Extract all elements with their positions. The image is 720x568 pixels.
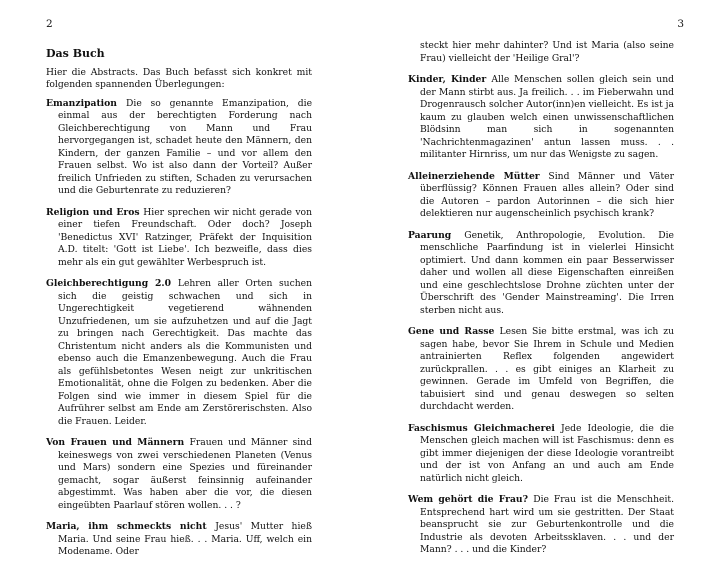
abstract-entry bbox=[46, 98, 312, 198]
continued-text: steckt hier mehr dahinter? Und ist Maria (also seine Frau) vielleicht der 'Heilige Gral'? bbox=[420, 40, 674, 64]
abstract-entry bbox=[408, 326, 674, 414]
entry-term: Kinder, Kinder bbox=[408, 74, 492, 85]
entry-text: Lehren aller Orten suchen sich die geistig schwachen und sich in Ungerechtigkeit vegetierend wähnenden Unzufriedenen, um sie aufzuhetzen und auf die Jagt zu bringen nach Gerechtigkeit. Das machte das Christentum nicht anders als die Kommunisten und ebenso auch die Emanzenbewegung. Auch die Frau als gefühlsbetontes Wesen neigt zur unkritischen Emotionalität, ohne die Folgen zu bedenken. Aber die Folgen sind wie immer in diesem Spiel für die Aufrührer selbst am Ende am Zerstörerischsten. Also die Frauen. Leider. bbox=[58, 278, 313, 427]
abstract-entry bbox=[46, 437, 312, 512]
right-column bbox=[408, 40, 674, 566]
page-number: 2 bbox=[46, 18, 53, 30]
abstract-entry bbox=[408, 230, 674, 318]
intro-paragraph: Hier die Abstracts. Das Buch befasst sich konkret mit folgenden spannenden Überlegungen: bbox=[46, 66, 312, 90]
section-title: Das Buch bbox=[46, 47, 105, 60]
entry-text: Alle Menschen sollen gleich sein und der Mann stirbt aus. Ja freilich. . . im Fieberwahn und Drogenrausch solcher Autor(inn)en vielleicht. Es ist ja kaum zu glauben welch einen unwissenschaftlichen Blödsinn man sich in sogenannten 'Nachrichtenmagazinen' antun lassen muss. . . militanter Hirnriss, um nur das Wenigste zu sagen. bbox=[420, 74, 674, 160]
entry-term: Paarung bbox=[408, 229, 465, 241]
left-page bbox=[0, 0, 360, 557]
entry-text: Frauen und Männer sind keineswegs von zwei verschiedenen Planeten (Venus und Mars) sondern eine Spezies und füreinander gemacht, sogar äußerst feinsinnig aufeinander abgestimmt. Was haben aber die vor, die diesen eingeübten Paarlauf stören wollen. . . ? bbox=[58, 437, 312, 511]
entry-term: Religion und Eros bbox=[46, 206, 144, 218]
right-page bbox=[360, 0, 720, 555]
entry-term: Emanzipation bbox=[46, 97, 127, 109]
entry-text: Sind Männer und Väter überflüssig? Können Frauen alles allein? Oder sind die Autoren – pardon Autorinnen – die sich hier delektieren nur augenscheinlich psychisch krank? bbox=[420, 170, 674, 219]
entry-term: Von Frauen und Männern bbox=[46, 437, 190, 448]
entry-text: Die so genannte Emanzipation, die einmal aus der berechtigten Forderung nach Gleichberechtigung von Mann und Frau hervorgegangen ist, schadet heute den Männern, den Kindern, der ganzen Familie – und vor allem den Frauen selbst. Wo ist also dann der Vorteil? Außer freilich Unfrieden zu stiften, Schaden zu verursachen und die Geburtenrate zu reduzieren? bbox=[58, 97, 313, 196]
abstract-entry bbox=[408, 494, 674, 557]
entry-text: Lesen Sie bitte erstmal, was ich zu sagen habe, bevor Sie Ihrem in Schule und Medien antrainierten Reflex folgenden angewidert zurückprallen. . . es gibt einiges an Klarheit zu gewinnen. Gerade im Umfeld von Begriffen, die tabuisiert sind und genau deswegen so selten durchdacht werden. bbox=[420, 326, 674, 412]
abstract-entry bbox=[408, 171, 674, 221]
entry-text: Hier sprechen wir nicht gerade von einer tiefen Freundschaft. Oder doch? Joseph 'Benedictus XVI' Ratzinger, Präfekt der Inquisition A.D. titelt: 'Gott ist Liebe'. Ich bezweifle, dass dies mehr als ein gut gewählter Werbespruch ist. bbox=[58, 206, 312, 268]
abstract-entry bbox=[46, 278, 312, 428]
entry-text: Die Frau ist die Menschheit. Entsprechend hart wird um sie gestritten. Der Staat beansprucht sie zur Geburtenkontrolle und die Industrie als devoten Arbeitssklaven. . . und der Mann? . . . und die Kinder? bbox=[420, 494, 674, 555]
entry-term: Maria, ihm schmeckts nicht bbox=[46, 521, 216, 532]
entry-term: Alleinerziehende Mütter bbox=[408, 170, 549, 182]
entry-term: Gene und Rasse bbox=[408, 326, 500, 337]
entry-term: Faschismus Gleichmacherei bbox=[408, 422, 562, 434]
abstract-entry bbox=[408, 423, 674, 486]
page-number: 3 bbox=[677, 18, 684, 30]
abstract-entry bbox=[46, 521, 312, 559]
left-column bbox=[46, 48, 312, 568]
entry-text: Jede Ideologie, die die Menschen gleich machen will ist Faschismus: denn es gibt immer diejenigen der diese Ideologie vorantreibt und der ist von Anfang an und auch am Ende natürlich nicht gleich. bbox=[420, 422, 674, 484]
entry-term: Gleichberechtigung 2.0 bbox=[46, 278, 178, 289]
entry-text: Jesus' Mutter hieß Maria. Und seine Frau hieß. . . Maria. Uff, welch ein Modename. Oder bbox=[58, 521, 312, 557]
abstract-entry bbox=[46, 207, 312, 270]
abstract-entry bbox=[408, 74, 674, 162]
entry-text: Genetik, Anthropologie, Evolution. Die menschliche Paarfindung ist in vielerlei Hinsicht optimiert. Und dann kommen ein paar Besserwisser daher und wollen all diese Eigenschaften einreißen und eine geschlechtslose Drohne züchten unter der Überschrift des 'Gender Mainstreaming'. Die Irren sterben nicht aus. bbox=[420, 229, 674, 316]
entry-term: Wem gehört die Frau? bbox=[408, 494, 534, 505]
